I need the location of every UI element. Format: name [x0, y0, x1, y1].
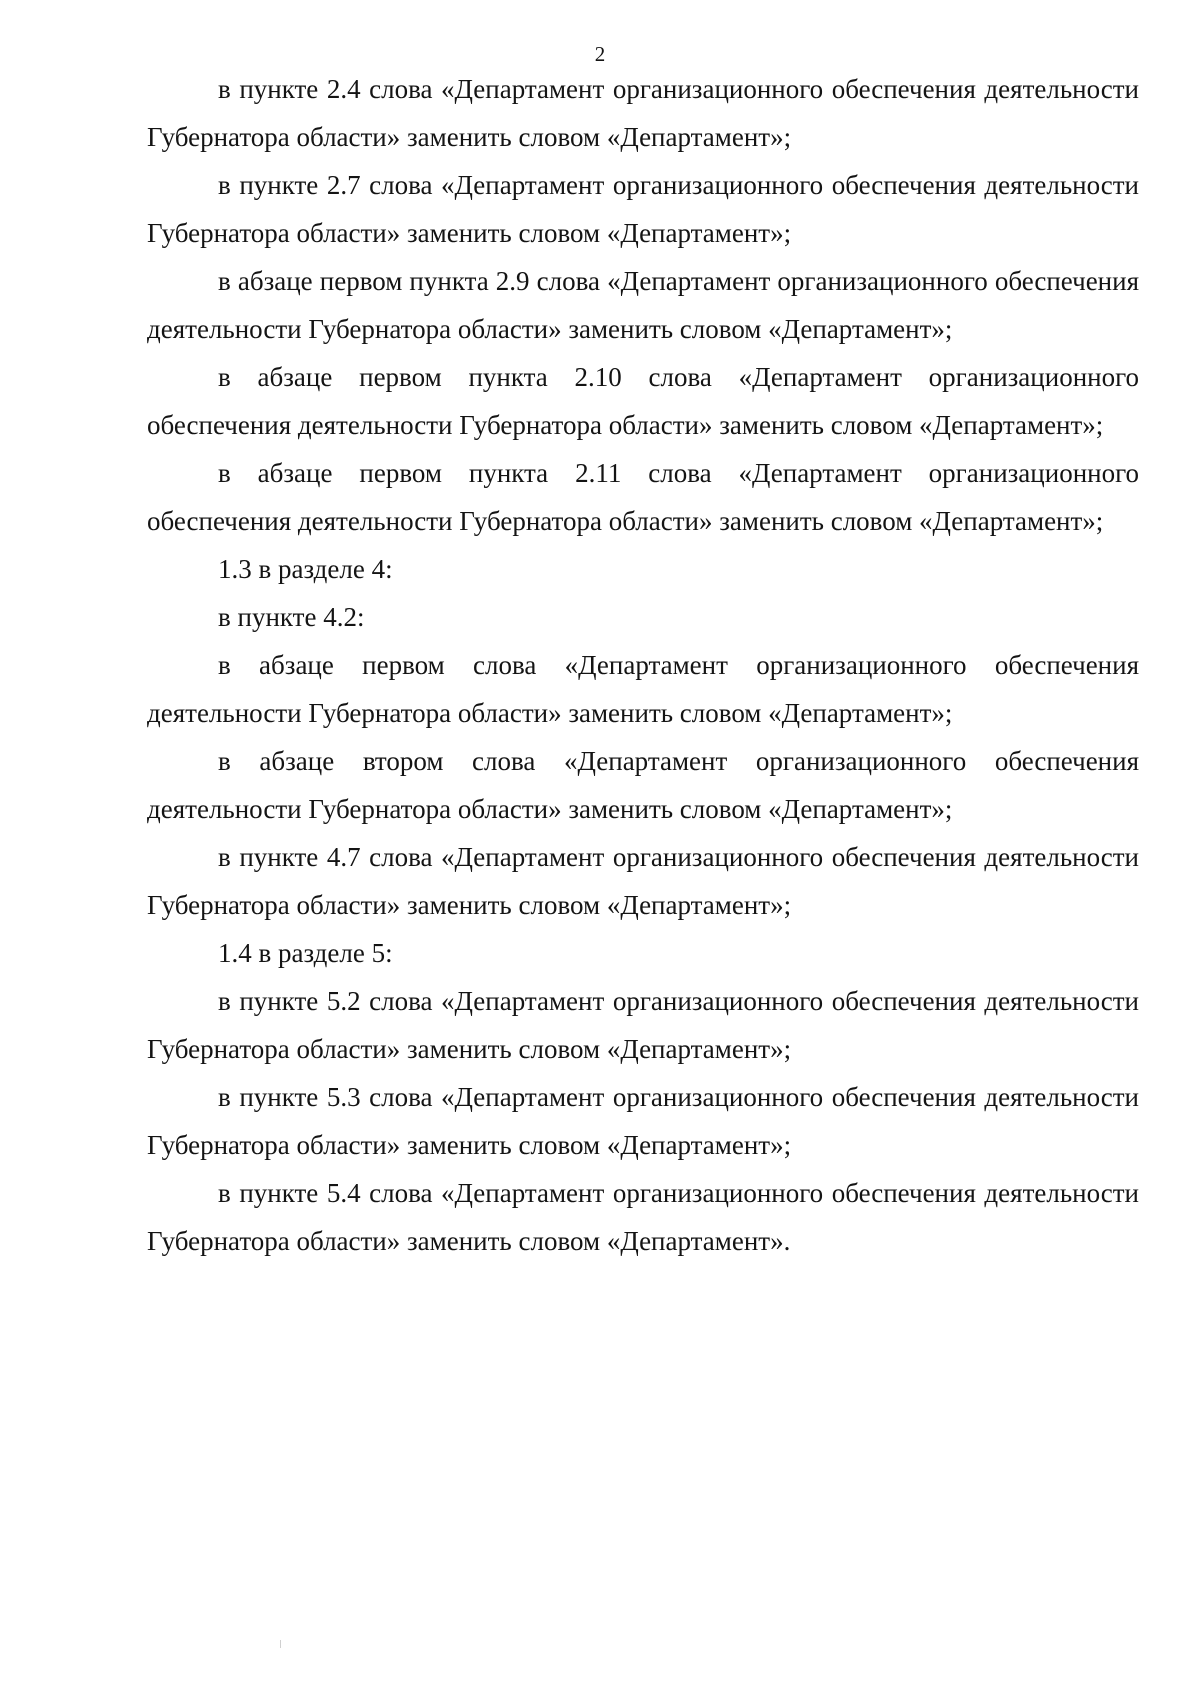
- paragraph-2-10: в абзаце первом пункта 2.10 слова «Департамент организационного обеспечения деятельности Губернатора области» заменить словом «Департамент»;: [147, 362, 1139, 440]
- scan-artifact: [280, 1640, 281, 1648]
- paragraph-2-7: в пункте 2.7 слова «Департамент организационного обеспечения деятельности Губернатора области» заменить словом «Департамент»;: [147, 170, 1139, 248]
- subsection-heading-4-2: в пункте 4.2:: [218, 602, 365, 632]
- paragraph-5-2: в пункте 5.2 слова «Департамент организационного обеспечения деятельности Губернатора области» заменить словом «Департамент»;: [147, 986, 1139, 1064]
- section-heading-4: 1.3 в разделе 4:: [218, 554, 393, 584]
- paragraph-2-4: в пункте 2.4 слова «Департамент организационного обеспечения деятельности Губернатора области» заменить словом «Департамент»;: [147, 74, 1139, 152]
- page-number: 2: [594, 42, 606, 66]
- paragraph-2-9: в абзаце первом пункта 2.9 слова «Департамент организационного обеспечения деятельности Губернатора области» заменить словом «Департамент»;: [147, 266, 1139, 344]
- document-body: [147, 65, 1139, 1265]
- paragraph-4-2-second: в абзаце втором слова «Департамент организационного обеспечения деятельности Губернатора области» заменить словом «Департамент»;: [147, 746, 1139, 824]
- paragraph-5-4: в пункте 5.4 слова «Департамент организационного обеспечения деятельности Губернатора области» заменить словом «Департамент».: [147, 1178, 1139, 1256]
- section-heading-5: 1.4 в разделе 5:: [218, 938, 393, 968]
- paragraph-4-7: в пункте 4.7 слова «Департамент организационного обеспечения деятельности Губернатора области» заменить словом «Департамент»;: [147, 842, 1139, 920]
- paragraph-2-11: в абзаце первом пункта 2.11 слова «Департамент организационного обеспечения деятельности Губернатора области» заменить словом «Департамент»;: [147, 458, 1139, 536]
- paragraph-4-2-first: в абзаце первом слова «Департамент организационного обеспечения деятельности Губернатора области» заменить словом «Департамент»;: [147, 650, 1139, 728]
- paragraph-5-3: в пункте 5.3 слова «Департамент организационного обеспечения деятельности Губернатора области» заменить словом «Департамент»;: [147, 1082, 1139, 1160]
